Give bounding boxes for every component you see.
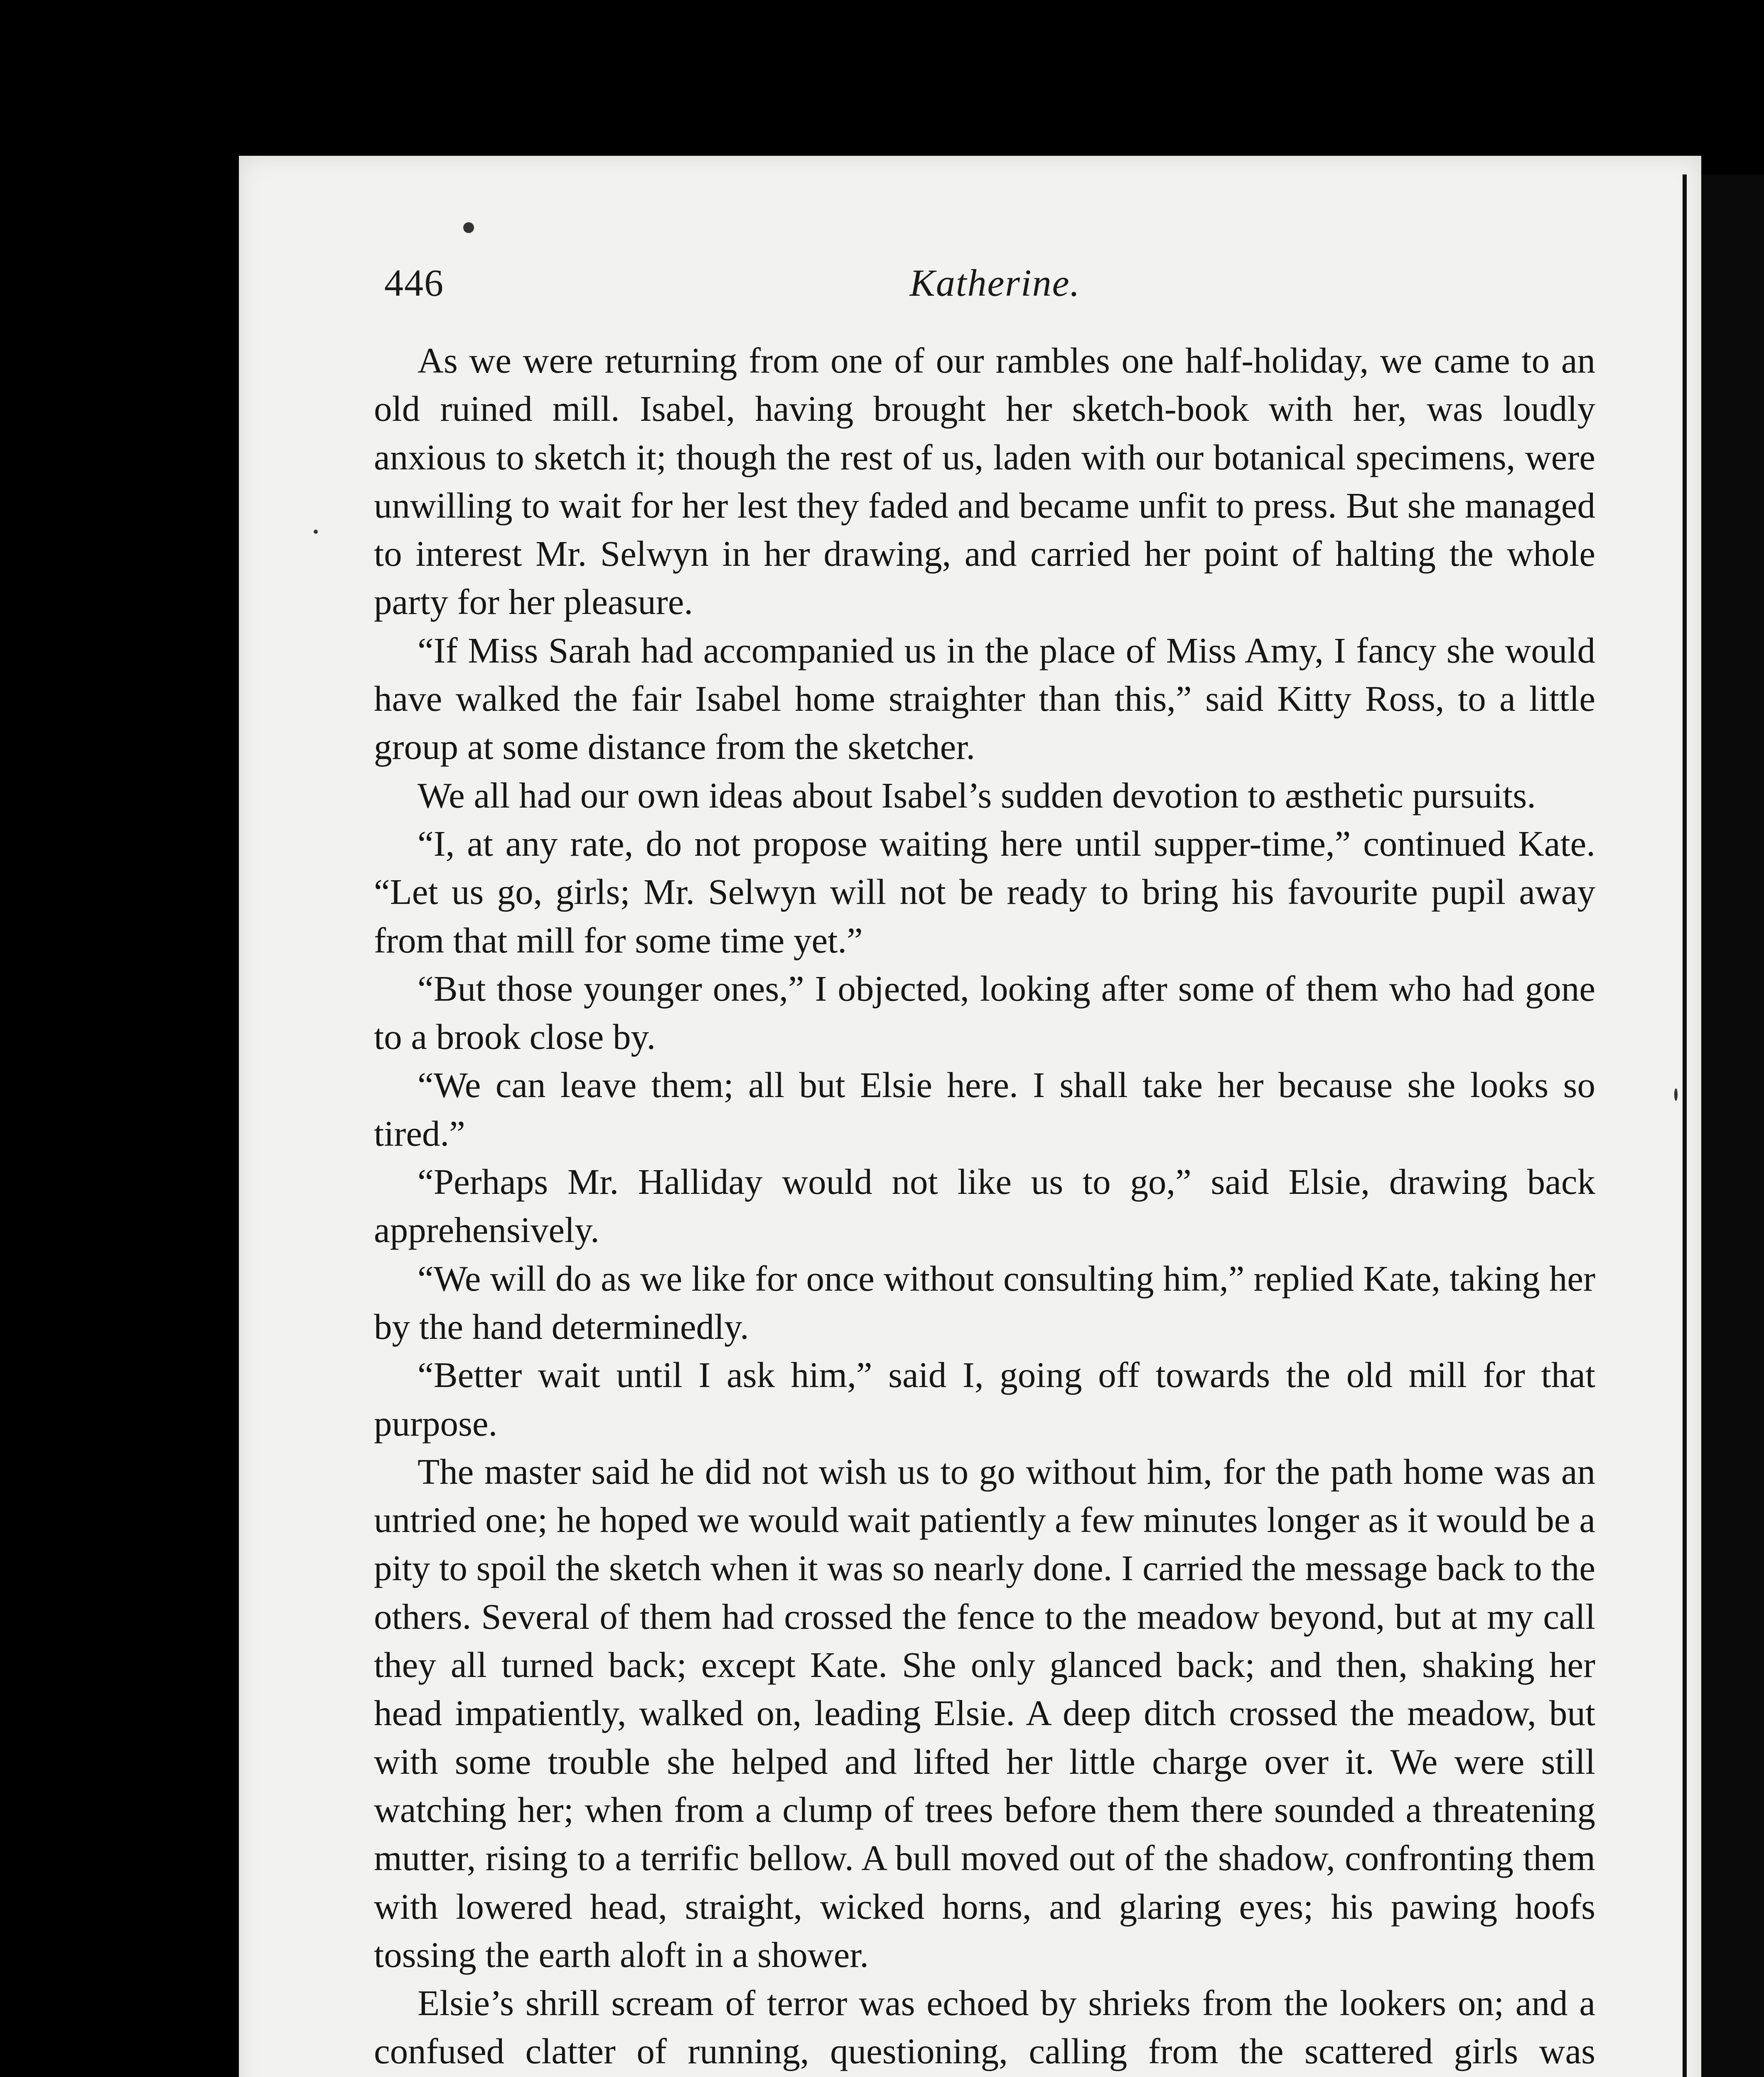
paragraph: “I, at any rate, do not propose waiting here until supper-time,” continued Kate. “Let us go, girls; Mr. Selwyn will not be ready to bring his favourite pupil away from that mill for some time yet.” [374,823,1595,960]
page-header [384,261,1606,307]
scan-speck [1674,1088,1678,1101]
paragraph: We all had our own ideas about Isabel’s sudden devotion to æsthetic pursuits. [418,775,1536,815]
paragraph: “Perhaps Mr. Halliday would not like us to go,” said Elsie, drawing back apprehensively. [374,1161,1595,1250]
facing-page-edge [1701,174,1764,2077]
scan-speck [314,530,318,534]
page-number: 446 [384,262,444,304]
paragraph: “We can leave them; all but Elsie here. I shall take her because she looks so tired.” [374,1065,1595,1154]
body-text [374,336,1595,2077]
paragraph: “Better wait until I ask him,” said I, going off towards the old mill for that purpose. [374,1355,1595,1444]
paragraph: The master said he did not wish us to go without him, for the path home was an untried one; he hoped we would wait patiently a few minutes longer as it would be a pity to spoil the sketch when it was so nearly done. I carried the message back to the others. Several of them had crossed the fence to the meadow beyond, but at my call they all turned back; except Kate. She only glanced back; and then, shaking her head impatiently, walked on, leading Elsie. A deep ditch crossed the meadow, but with some trouble she helped and lifted her little charge over it. We were still watching her; when from a clump of trees before them there sounded a threatening mutter, rising to a terrific bellow. A bull moved out of the shadow, confronting them with lowered head, straight, wicked horns, and glaring eyes; his pawing hoofs tossing the earth aloft in a shower. [374,1451,1595,1975]
paragraph: Elsie’s shrill scream of terror was echoed by shrieks from the lookers on; and a confused clatter of running, questioning, calling from the scattered girls was [374,1983,1595,2072]
scan-speck [463,222,474,233]
paragraph: As we were returning from one of our rambles one half-holiday, we came to an old ruined mill. Isabel, having brought her sketch-book with her, was loudly anxious to sketch it; though the rest of us, laden with our botanical specimens, were unwilling to wait for her lest they faded and became unfit to press. But she managed to interest Mr. Selwyn in her drawing, and carried her point of halting the whole party for her pleasure. [374,340,1595,622]
paragraph: “But those younger ones,” I objected, looking after some of them who had gone to a brook close by. [374,968,1595,1057]
page-edge-shadow [1683,174,1687,2077]
paragraph: “If Miss Sarah had accompanied us in the place of Miss Amy, I fancy she would have walked the fair Isabel home straighter than this,” said Kitty Ross, to a little group at some distance from the sketcher. [374,630,1595,767]
running-title: Katherine. [909,262,1081,304]
paragraph: “We will do as we like for once without consulting him,” replied Kate, taking her by the hand determinedly. [374,1258,1595,1347]
